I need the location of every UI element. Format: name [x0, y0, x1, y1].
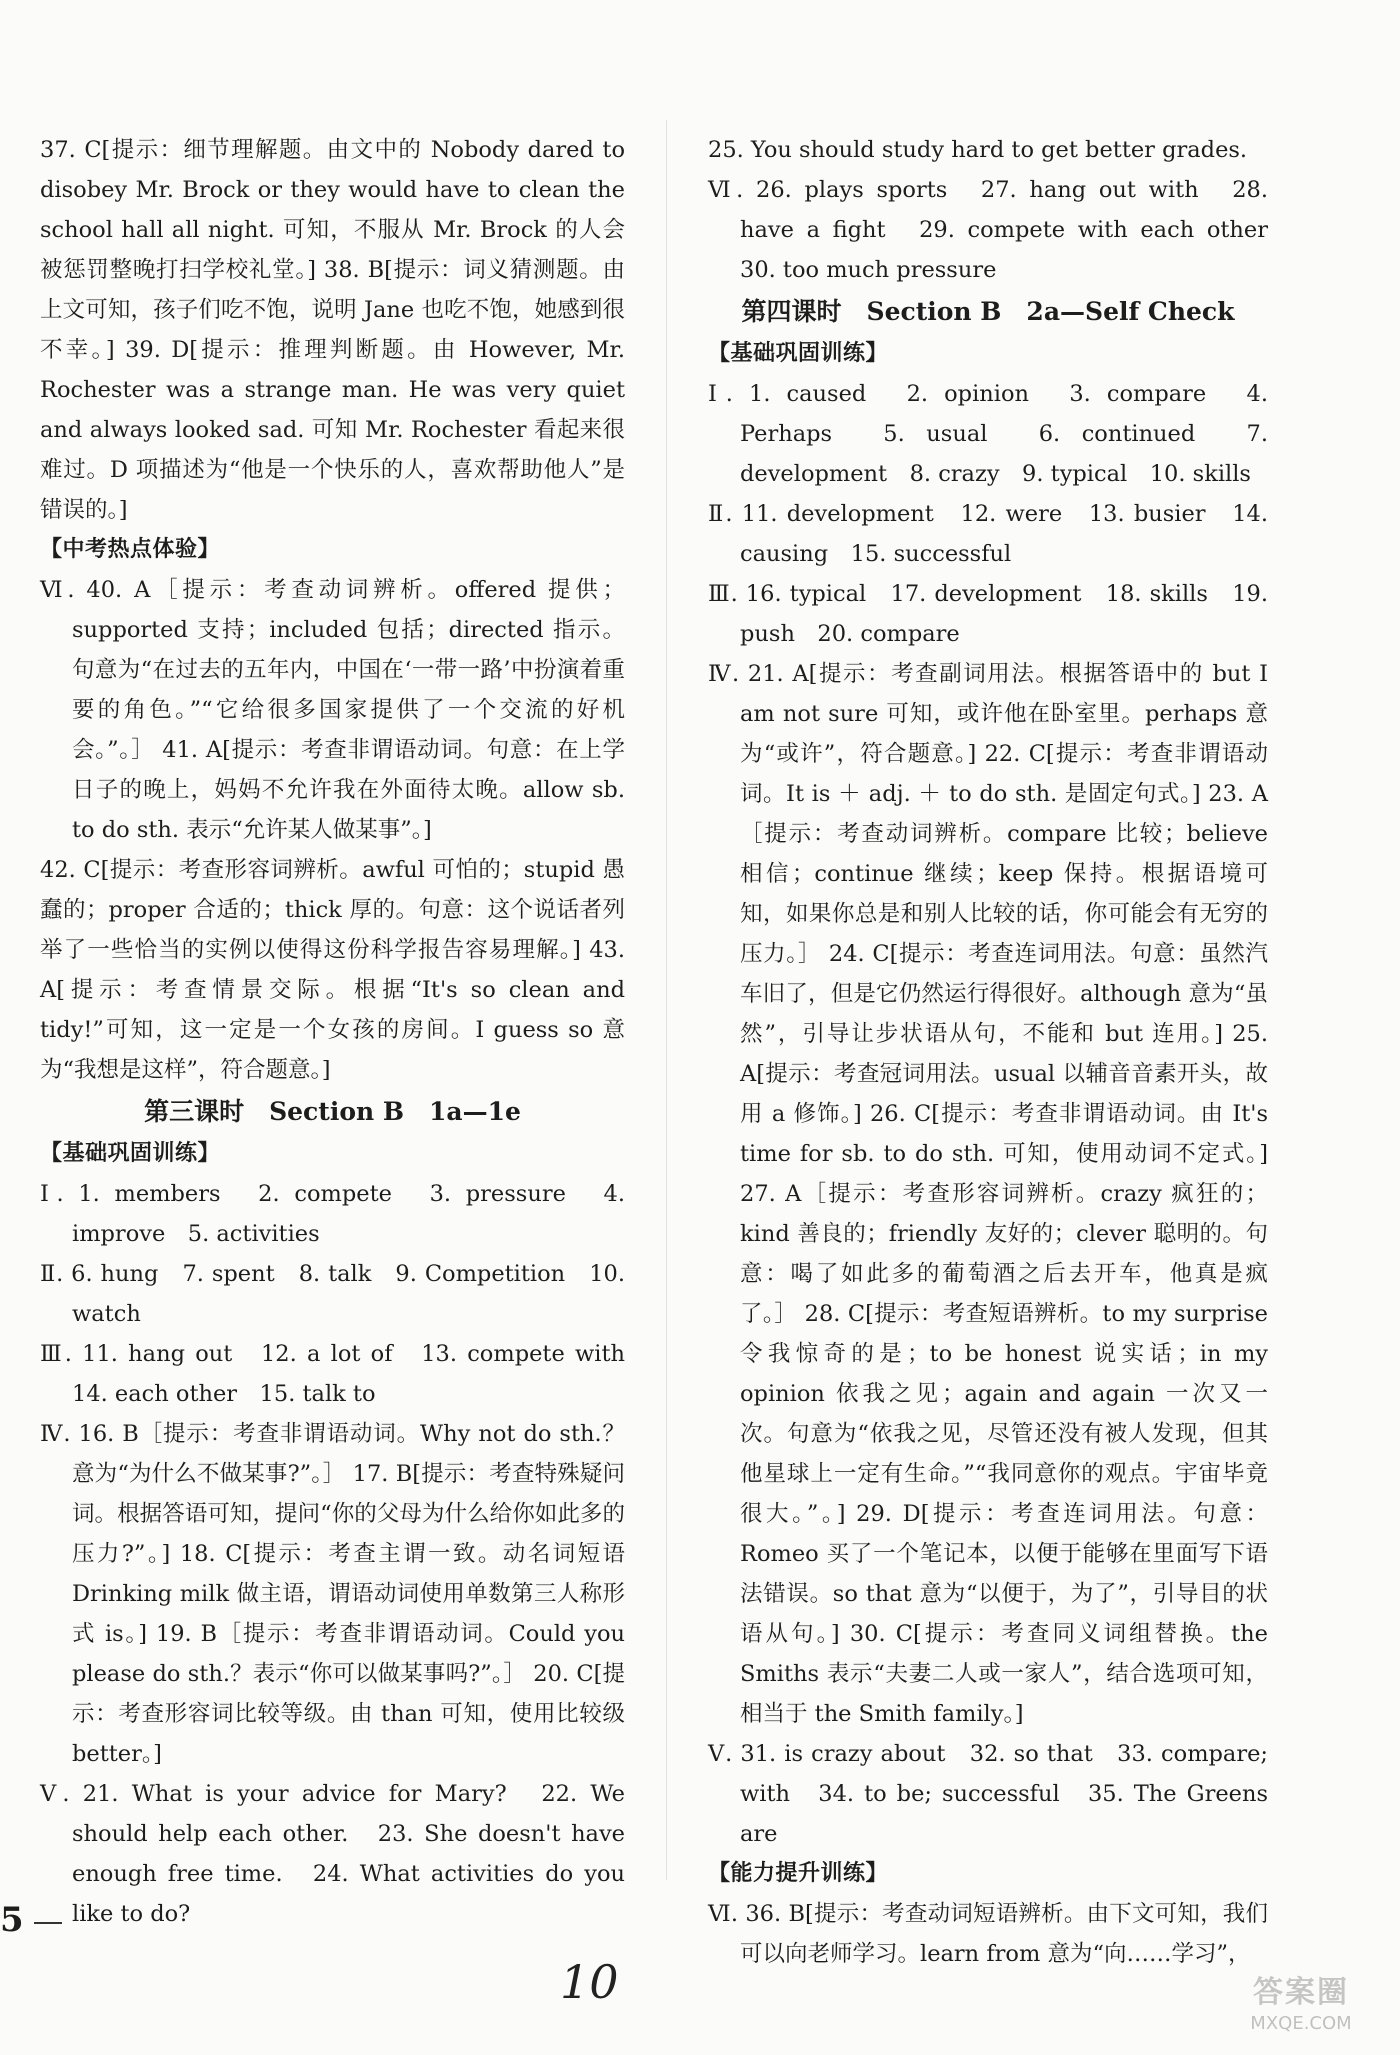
answer-block: 37. C[提示：细节理解题。由文中的 Nobody dared to disobey Mr. Brock or they would have to clean the school hall all night. 可知，不服从 Mr. Brock 的人会被惩罚整晚打扫学校礼堂。] 38. B[提示：词义猜测题。由上文可知，孩子们吃不饱，说明 Jane 也吃不饱，她感到很不幸。] 39. D[提示：推理判断题。由 However, Mr. Rochester was a strange man. He was very quiet and always looked sad. 可知 Mr. Rochester 看起来很难过。D 项描述为“他是一个快乐的人，喜欢帮助他人”是错误的。] — [40, 137, 625, 523]
page-number-rule — [34, 1922, 62, 1924]
answer-block: Ⅲ. 16. typical 17. development 18. skills 19. push 20. compare — [708, 581, 1268, 647]
answer-block: Ⅵ. 36. B[提示：考查动词短语辨析。由下文可知，我们可以向老师学习。learn from 意为“向……学习”， — [708, 1901, 1268, 1967]
watermark-url: MXQE.COM — [1250, 2013, 1352, 2034]
right-column — [708, 130, 1291, 1974]
column-divider — [666, 120, 667, 1880]
answer-block: Ⅴ. 31. is crazy about 32. so that 33. compare; with 34. to be; successful 35. The Greens are — [708, 1741, 1268, 1847]
answer-block: Ⅰ. 1. caused 2. opinion 3. compare 4. Perhaps 5. usual 6. continued 7. development 8. crazy 9. typical 10. skills — [708, 381, 1268, 487]
answer-block: Ⅵ. 40. A［提示：考查动词辨析。offered 提供；supported 支持；included 包括；directed 指示。句意为“在过去的五年内，中国在‘一带一路’中扮演着重要的角色。”“它给很多国家提供了一个交流的好机会。”。］ 41. A[提示：考查非谓语动词。句意：在上学日子的晚上，妈妈不允许我在外面待太晚。allow sb. to do sth. 表示“允许某人做某事”。] — [40, 577, 625, 843]
answer-block: Ⅲ. 11. hang out 12. a lot of 13. compete with 14. each other 15. talk to — [40, 1341, 648, 1407]
answer-block: Ⅳ. 16. B［提示：考查非谓语动词。Why not do sth.？意为“为什么不做某事?”。］ 17. B[提示：考查特殊疑问词。根据答语可知，提问“你的父母为什么给你如此多的压力?”。] 18. C[提示：考查主谓一致。动名词短语 Drinking milk 做主语，谓语动词使用单数第三人称形式 is。] 19. B［提示：考查非谓语动词。Could you please do sth.？表示“你可以做某事吗?”。］ 20. C[提示：考查形容词比较等级。由 than 可知，使用比较级 better。] — [40, 1421, 625, 1767]
section-heading: 【基础巩固训练】 — [708, 341, 889, 366]
left-column — [40, 130, 648, 1934]
answer-block: Ⅱ. 6. hung 7. spent 8. talk 9. Competition 10. watch — [40, 1261, 625, 1327]
lesson-title: 第三课时 Section B 1a—1e — [144, 1097, 521, 1126]
section-heading: 【中考热点体验】 — [40, 537, 221, 562]
answer-block: Ⅱ. 11. development 12. were 13. busier 14. causing 15. successful — [708, 501, 1268, 567]
watermark-logo: 答案圈 — [1253, 1975, 1349, 2010]
answer-block: 42. C[提示：考查形容词辨析。awful 可怕的；stupid 愚蠢的；proper 合适的；thick 厚的。句意：这个说话者列举了一些恰当的实例以使得这份科学报告容易理解。] 43. A[提示：考查情景交际。根据“It's so clean and tidy!”可知，这一定是一个女孩的房间。I guess so 意为“我想是这样”，符合题意。] — [40, 857, 625, 1083]
answer-block: Ⅴ. 21. What is your advice for Mary? 22. We should help each other. 23. She doesn't have enough free time. 24. What activities do you like to do? — [40, 1781, 625, 1927]
answer-block: Ⅰ. 1. members 2. compete 3. pressure 4. improve 5. activities — [40, 1181, 625, 1247]
page-number: 5 — [0, 1900, 24, 1940]
lesson-title: 第四课时 Section B 2a—Self Check — [741, 297, 1235, 326]
section-heading: 【基础巩固训练】 — [40, 1141, 221, 1166]
handwritten-note: 10 — [560, 1955, 619, 2009]
watermark — [1226, 1967, 1376, 2037]
answer-block: Ⅳ. 21. A[提示：考查副词用法。根据答语中的 but I am not sure 可知，或许他在卧室里。perhaps 意为“或许”，符合题意。] 22. C[提示：考查非谓语动词。It is ＋ adj. ＋ to do sth. 是固定句式。] 23. A［提示：考查动词辨析。compare 比较；believe 相信；continue 继续；keep 保持。根据语境可知，如果你总是和别人比较的话，你可能会有无穷的压力。］ 24. C[提示：考查连词用法。句意：虽然汽车旧了，但是它仍然运行得很好。although 意为“虽然”，引导让步状语从句，不能和 but 连用。] 25. A[提示：考查冠词用法。usual 以辅音音素开头，故用 a 修饰。] 26. C[提示：考查非谓语动词。由 It's time for sb. to do sth. 可知，使用动词不定式。] 27. A［提示：考查形容词辨析。crazy 疯狂的；kind 善良的；friendly 友好的；clever 聪明的。句意：喝了如此多的葡萄酒之后去开车，他真是疯了。］ 28. C[提示：考查短语辨析。to my surprise 令我惊奇的是；to be honest 说实话；in my opinion 依我之见；again and again 一次又一次。句意为“依我之见，尽管还没有被人发现，但其他星球上一定有生命。”“我同意你的观点。宇宙毕竟很大。”。] 29. D[提示：考查连词用法。句意：Romeo 买了一个笔记本，以便于能够在里面写下语法错误。so that 意为“以便于，为了”，引导目的状语从句。] 30. C[提示：考查同义词组替换。the Smiths 表示“夫妻二人或一家人”，结合选项可知，相当于 the Smith family。] — [708, 661, 1268, 1727]
answer-block: 25. You should study hard to get better grades. — [708, 137, 1248, 163]
answer-block: Ⅵ. 26. plays sports 27. hang out with 28. have a fight 29. compete with each other 30. too much pressure — [708, 177, 1291, 283]
section-heading: 【能力提升训练】 — [708, 1861, 889, 1886]
